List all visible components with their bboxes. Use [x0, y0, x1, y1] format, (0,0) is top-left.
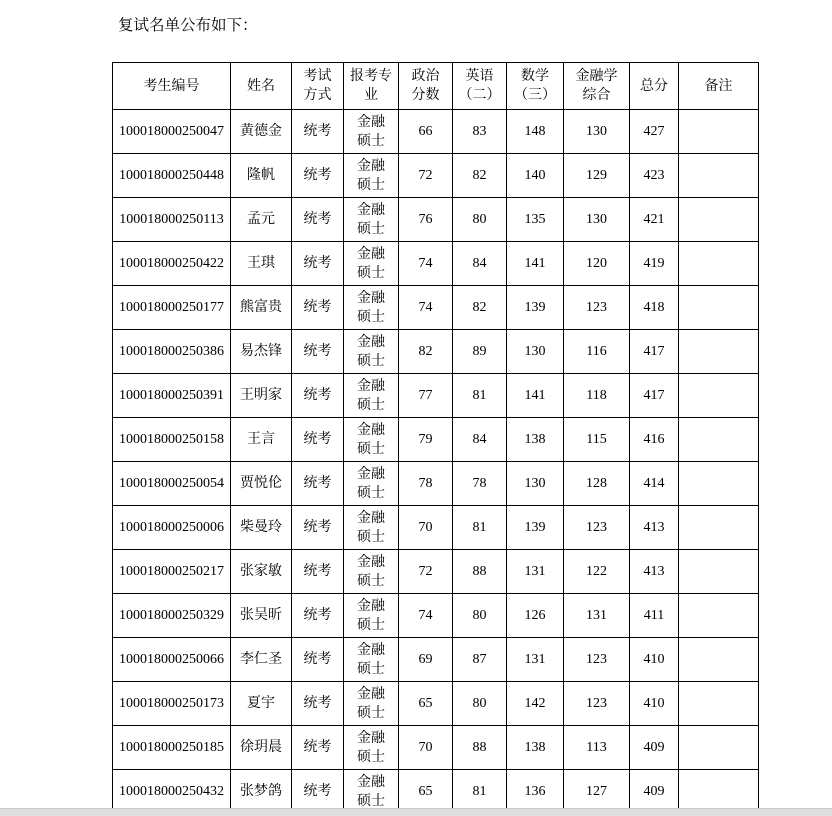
cell-total-score: 416	[630, 418, 679, 462]
cell-math-3-score: 135	[507, 198, 564, 242]
cell-total-score: 409	[630, 770, 679, 814]
cell-math-3-score: 142	[507, 682, 564, 726]
cell-math-3-score: 136	[507, 770, 564, 814]
cell-name: 孟元	[231, 198, 292, 242]
cell-english-2-score: 88	[453, 726, 507, 770]
cell-total-score: 413	[630, 506, 679, 550]
cell-major-line: 金融	[357, 554, 385, 570]
column-header-english-2-score	[453, 63, 507, 110]
table-row	[113, 594, 759, 638]
cell-remarks	[679, 330, 759, 374]
cell-name: 易杰锋	[231, 330, 292, 374]
column-header-finance-comprehensive-score	[564, 63, 630, 110]
cell-candidate-id: 100018000250158	[113, 418, 231, 462]
cell-exam-method: 统考	[292, 594, 344, 638]
cell-finance-comprehensive-score: 120	[564, 242, 630, 286]
cell-total-score: 419	[630, 242, 679, 286]
header-row	[113, 63, 759, 110]
cell-candidate-id: 100018000250066	[113, 638, 231, 682]
cell-name: 李仁圣	[231, 638, 292, 682]
cell-finance-comprehensive-score: 122	[564, 550, 630, 594]
table-body	[113, 110, 759, 814]
cell-english-2-score: 80	[453, 594, 507, 638]
column-header-finance-comprehensive-score-line: 金融学	[575, 69, 618, 84]
cell-major	[344, 110, 399, 154]
cell-politics-score: 82	[399, 330, 453, 374]
cell-remarks	[679, 374, 759, 418]
cell-politics-score: 72	[399, 550, 453, 594]
cell-exam-method: 统考	[292, 726, 344, 770]
cell-english-2-score: 89	[453, 330, 507, 374]
table-row	[113, 286, 759, 330]
cell-english-2-score: 84	[453, 418, 507, 462]
cell-major-line: 硕士	[357, 617, 385, 633]
cell-remarks	[679, 418, 759, 462]
cell-major-line: 硕士	[357, 485, 385, 501]
cell-total-score: 423	[630, 154, 679, 198]
cell-exam-method: 统考	[292, 418, 344, 462]
table-row	[113, 418, 759, 462]
cell-major-line: 硕士	[357, 749, 385, 765]
cell-english-2-score: 78	[453, 462, 507, 506]
cell-major-line: 金融	[357, 114, 385, 130]
cell-name: 王琪	[231, 242, 292, 286]
column-header-finance-comprehensive-score-line: 综合	[582, 88, 611, 103]
cell-name: 王明家	[231, 374, 292, 418]
cell-major-line: 硕士	[357, 661, 385, 677]
cell-major-line: 硕士	[357, 265, 385, 281]
column-header-total-score	[630, 63, 679, 110]
cell-politics-score: 66	[399, 110, 453, 154]
cell-math-3-score: 131	[507, 638, 564, 682]
cell-major-line: 硕士	[357, 309, 385, 325]
cell-major-line: 硕士	[357, 397, 385, 413]
cell-finance-comprehensive-score: 113	[564, 726, 630, 770]
table-row	[113, 550, 759, 594]
cell-finance-comprehensive-score: 123	[564, 638, 630, 682]
column-header-math-3-score	[507, 63, 564, 110]
cell-major-line: 硕士	[357, 221, 385, 237]
cell-english-2-score: 80	[453, 198, 507, 242]
cell-remarks	[679, 462, 759, 506]
cell-total-score: 414	[630, 462, 679, 506]
cell-math-3-score: 138	[507, 418, 564, 462]
cell-major-line: 金融	[357, 730, 385, 746]
cell-major-line: 金融	[357, 334, 385, 350]
column-header-math-3-score-line: 数学	[521, 69, 549, 84]
table-row	[113, 638, 759, 682]
cell-major-line: 金融	[357, 642, 385, 658]
table-row	[113, 770, 759, 814]
cell-exam-method: 统考	[292, 154, 344, 198]
cell-major	[344, 374, 399, 418]
cell-math-3-score: 139	[507, 286, 564, 330]
cell-name: 徐玥晨	[231, 726, 292, 770]
cell-major-line: 金融	[357, 246, 385, 262]
cell-politics-score: 74	[399, 594, 453, 638]
column-header-exam-method	[292, 63, 344, 110]
cell-name: 张家敏	[231, 550, 292, 594]
cell-politics-score: 70	[399, 726, 453, 770]
cell-remarks	[679, 110, 759, 154]
cell-major	[344, 242, 399, 286]
cell-major	[344, 506, 399, 550]
column-header-major-line: 业	[364, 88, 378, 103]
cell-exam-method: 统考	[292, 682, 344, 726]
cell-major-line: 硕士	[357, 529, 385, 545]
column-header-major	[344, 63, 399, 110]
cell-name: 熊富贵	[231, 286, 292, 330]
cell-candidate-id: 100018000250386	[113, 330, 231, 374]
column-header-name	[231, 63, 292, 110]
cell-exam-method: 统考	[292, 286, 344, 330]
cell-remarks	[679, 550, 759, 594]
cell-math-3-score: 126	[507, 594, 564, 638]
cell-english-2-score: 87	[453, 638, 507, 682]
cell-name: 柴曼玲	[231, 506, 292, 550]
table-row	[113, 726, 759, 770]
cell-remarks	[679, 770, 759, 814]
cell-candidate-id: 100018000250113	[113, 198, 231, 242]
column-header-politics-score	[399, 63, 453, 110]
cell-politics-score: 70	[399, 506, 453, 550]
cell-politics-score: 78	[399, 462, 453, 506]
cell-candidate-id: 100018000250173	[113, 682, 231, 726]
cell-total-score: 418	[630, 286, 679, 330]
cell-exam-method: 统考	[292, 550, 344, 594]
cell-name: 张吴昕	[231, 594, 292, 638]
cell-major	[344, 286, 399, 330]
cell-major	[344, 550, 399, 594]
cell-major	[344, 330, 399, 374]
cell-english-2-score: 82	[453, 286, 507, 330]
table-row	[113, 242, 759, 286]
cell-major	[344, 154, 399, 198]
table-row	[113, 462, 759, 506]
cell-major-line: 硕士	[357, 441, 385, 457]
column-header-english-2-score-line: 英语	[465, 69, 494, 84]
cell-major-line: 硕士	[357, 793, 385, 809]
cell-politics-score: 74	[399, 242, 453, 286]
cell-name: 王言	[231, 418, 292, 462]
cell-candidate-id: 100018000250391	[113, 374, 231, 418]
admission-score-table	[112, 62, 759, 814]
cell-finance-comprehensive-score: 127	[564, 770, 630, 814]
cell-major-line: 金融	[357, 378, 385, 394]
cell-remarks	[679, 286, 759, 330]
cell-math-3-score: 130	[507, 462, 564, 506]
cell-finance-comprehensive-score: 129	[564, 154, 630, 198]
cell-politics-score: 74	[399, 286, 453, 330]
cell-major-line: 硕士	[357, 353, 385, 369]
cell-total-score: 413	[630, 550, 679, 594]
cell-finance-comprehensive-score: 123	[564, 286, 630, 330]
cell-politics-score: 79	[399, 418, 453, 462]
cell-math-3-score: 148	[507, 110, 564, 154]
cell-finance-comprehensive-score: 128	[564, 462, 630, 506]
page-bottom-edge	[0, 808, 832, 816]
cell-major-line: 硕士	[357, 573, 385, 589]
cell-total-score: 417	[630, 374, 679, 418]
cell-total-score: 410	[630, 682, 679, 726]
cell-finance-comprehensive-score: 116	[564, 330, 630, 374]
cell-exam-method: 统考	[292, 638, 344, 682]
cell-total-score: 410	[630, 638, 679, 682]
cell-candidate-id: 100018000250177	[113, 286, 231, 330]
cell-candidate-id: 100018000250448	[113, 154, 231, 198]
page-title: 复试名单公布如下：	[118, 17, 258, 34]
cell-candidate-id: 100018000250006	[113, 506, 231, 550]
cell-major-line: 金融	[357, 686, 385, 702]
column-header-major-line: 报考专	[350, 69, 392, 84]
cell-name: 夏宇	[231, 682, 292, 726]
cell-total-score: 421	[630, 198, 679, 242]
cell-total-score: 417	[630, 330, 679, 374]
cell-exam-method: 统考	[292, 242, 344, 286]
cell-finance-comprehensive-score: 131	[564, 594, 630, 638]
cell-english-2-score: 81	[453, 506, 507, 550]
table-row	[113, 682, 759, 726]
cell-english-2-score: 88	[453, 550, 507, 594]
cell-candidate-id: 100018000250054	[113, 462, 231, 506]
cell-math-3-score: 131	[507, 550, 564, 594]
cell-finance-comprehensive-score: 130	[564, 198, 630, 242]
cell-english-2-score: 81	[453, 770, 507, 814]
table-row	[113, 154, 759, 198]
cell-exam-method: 统考	[292, 330, 344, 374]
table-row	[113, 506, 759, 550]
cell-major-line: 硕士	[357, 705, 385, 721]
cell-math-3-score: 141	[507, 374, 564, 418]
cell-name: 贾悦伦	[231, 462, 292, 506]
column-header-remarks	[679, 63, 759, 110]
cell-remarks	[679, 638, 759, 682]
cell-remarks	[679, 242, 759, 286]
cell-major-line: 金融	[357, 510, 385, 526]
cell-major	[344, 682, 399, 726]
cell-major-line: 金融	[357, 158, 385, 174]
cell-remarks	[679, 682, 759, 726]
cell-politics-score: 72	[399, 154, 453, 198]
column-header-politics-score-line: 分数	[411, 88, 440, 103]
cell-name: 黄德金	[231, 110, 292, 154]
cell-remarks	[679, 726, 759, 770]
cell-candidate-id: 100018000250432	[113, 770, 231, 814]
cell-math-3-score: 139	[507, 506, 564, 550]
cell-math-3-score: 130	[507, 330, 564, 374]
table-row	[113, 198, 759, 242]
cell-exam-method: 统考	[292, 374, 344, 418]
cell-politics-score: 65	[399, 682, 453, 726]
cell-major-line: 金融	[357, 202, 385, 218]
column-header-politics-score-line: 政治	[411, 69, 440, 84]
cell-politics-score: 69	[399, 638, 453, 682]
cell-major-line: 金融	[357, 598, 385, 614]
cell-major-line: 金融	[357, 774, 385, 790]
cell-math-3-score: 140	[507, 154, 564, 198]
column-header-exam-method-line: 考试	[303, 69, 332, 84]
cell-remarks	[679, 594, 759, 638]
cell-major	[344, 638, 399, 682]
cell-major	[344, 462, 399, 506]
cell-exam-method: 统考	[292, 110, 344, 154]
column-header-english-2-score-line: （二）	[458, 88, 501, 103]
cell-english-2-score: 83	[453, 110, 507, 154]
cell-exam-method: 统考	[292, 770, 344, 814]
cell-exam-method: 统考	[292, 462, 344, 506]
cell-major-line: 金融	[357, 422, 385, 438]
cell-total-score: 427	[630, 110, 679, 154]
cell-major-line: 硕士	[357, 177, 385, 193]
cell-candidate-id: 100018000250217	[113, 550, 231, 594]
column-header-name-line: 姓名	[247, 78, 275, 94]
cell-major	[344, 418, 399, 462]
column-header-remarks-line: 备注	[704, 78, 733, 94]
cell-total-score: 411	[630, 594, 679, 638]
cell-candidate-id: 100018000250422	[113, 242, 231, 286]
column-header-candidate-id-line: 考生编号	[143, 78, 200, 94]
cell-remarks	[679, 506, 759, 550]
cell-remarks	[679, 198, 759, 242]
cell-english-2-score: 81	[453, 374, 507, 418]
cell-candidate-id: 100018000250047	[113, 110, 231, 154]
cell-exam-method: 统考	[292, 506, 344, 550]
column-header-math-3-score-line: （三）	[514, 88, 556, 103]
cell-exam-method: 统考	[292, 198, 344, 242]
cell-major	[344, 198, 399, 242]
cell-finance-comprehensive-score: 115	[564, 418, 630, 462]
cell-candidate-id: 100018000250185	[113, 726, 231, 770]
cell-major-line: 金融	[357, 466, 385, 482]
column-header-total-score-line: 总分	[640, 78, 668, 94]
cell-major	[344, 726, 399, 770]
table-header	[113, 63, 759, 110]
cell-total-score: 409	[630, 726, 679, 770]
cell-name: 隆帆	[231, 154, 292, 198]
cell-politics-score: 76	[399, 198, 453, 242]
cell-finance-comprehensive-score: 130	[564, 110, 630, 154]
cell-english-2-score: 80	[453, 682, 507, 726]
cell-finance-comprehensive-score: 123	[564, 506, 630, 550]
cell-major	[344, 594, 399, 638]
cell-candidate-id: 100018000250329	[113, 594, 231, 638]
table-row	[113, 110, 759, 154]
cell-math-3-score: 141	[507, 242, 564, 286]
table-row	[113, 374, 759, 418]
cell-politics-score: 77	[399, 374, 453, 418]
column-header-exam-method-line: 方式	[303, 88, 332, 103]
cell-english-2-score: 82	[453, 154, 507, 198]
cell-english-2-score: 84	[453, 242, 507, 286]
cell-major-line: 金融	[357, 290, 385, 306]
cell-remarks	[679, 154, 759, 198]
cell-finance-comprehensive-score: 123	[564, 682, 630, 726]
cell-major	[344, 770, 399, 814]
cell-politics-score: 65	[399, 770, 453, 814]
cell-major-line: 硕士	[357, 133, 385, 149]
cell-math-3-score: 138	[507, 726, 564, 770]
table-row	[113, 330, 759, 374]
column-header-candidate-id	[113, 63, 231, 110]
cell-name: 张梦鸽	[231, 770, 292, 814]
cell-finance-comprehensive-score: 118	[564, 374, 630, 418]
